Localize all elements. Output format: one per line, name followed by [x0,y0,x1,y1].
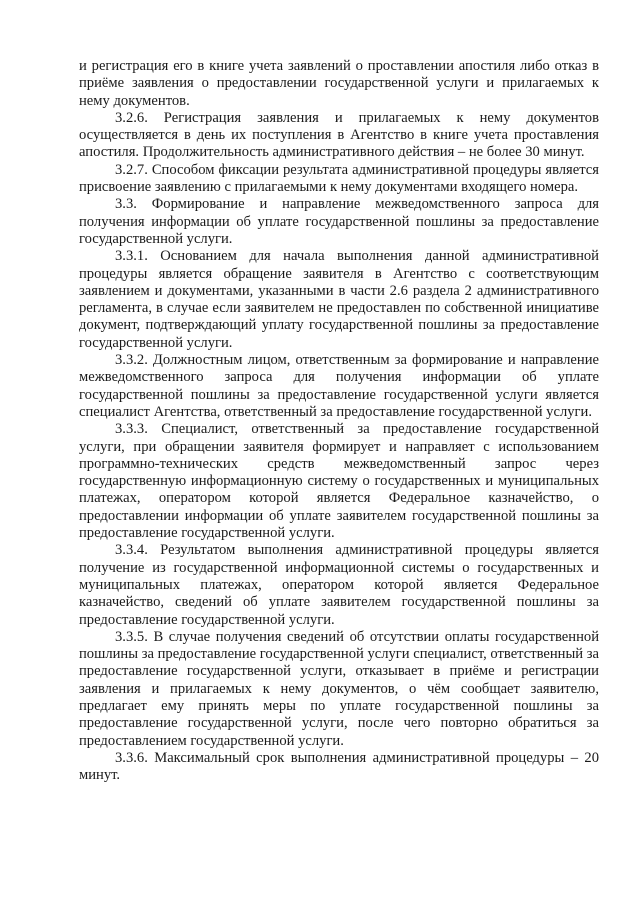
document-page [79,58,599,784]
paragraph-3-2-6: 3.2.6. Регистрация заявления и прилагаемых к нему документов осуществляется в день их поступления в Агентство в книге учета проставления апостиля. Продолжительность административного действия – не более 30 минут. [79,109,599,161]
paragraph-3-3: 3.3. Формирование и направление межведомственного запроса для получения информации об уплате государственной пошлины за предоставление государственной услуги. [79,196,599,247]
paragraph-continuation: и регистрация его в книге учета заявлений о проставлении апостиля либо отказ в приёме заявления о предоставлении государственной услуги и прилагаемых к нему документов. [79,58,599,109]
paragraph-3-3-2: 3.3.2. Должностным лицом, ответственным за формирование и направление межведомственного запроса для получения информации об уплате государственной пошлины за предоставление государственной услуги является специалист Агентства, ответственный за предоставление государственной услуги. [79,352,599,420]
paragraph-3-3-3: 3.3.3. Специалист, ответственный за предоставление государственной услуги, при обращении заявителя формирует и направляет с использованием программно-технических средств межведомственный запрос через государственную информационную систему о государственных и муниципальных платежах, оператором которой является Федеральное казначейство, о предоставлении информации об уплате заявителем государственной пошлины за предоставление государственной услуги. [79,421,599,542]
paragraph-3-3-5: 3.3.5. В случае получения сведений об отсутствии оплаты государственной пошлины за предоставление государственной услуги специалист, ответственный за предоставление государственной услуги, отказывает в приёме и регистрации заявления и прилагаемых к нему документов, о чём сообщает заявителю, предлагает ему принять меры по уплате государственной пошлины за предоставление государственной услуги, после чего повторно обратиться за предоставлением государственной услуги. [79,628,599,749]
paragraph-3-3-4: 3.3.4. Результатом выполнения административной процедуры является получение из государственной информационной системы о государственных и муниципальных платежах, оператором которой является Федеральное казначейство, сведений об уплате заявителем государственной пошлины за предоставление государственной услуги. [79,542,599,628]
paragraph-3-3-6: 3.3.6. Максимальный срок выполнения административной процедуры – 20 минут. [79,749,599,784]
paragraph-3-2-7: 3.2.7. Способом фиксации результата административной процедуры является присвоение заявлению с прилагаемыми к нему документами входящего номера. [79,161,599,196]
paragraph-3-3-1: 3.3.1. Основанием для начала выполнения данной административной процедуры является обращение заявителя в Агентство с соответствующим заявлением и документами, указанными в части 2.6 раздела 2 административного регламента, в случае если заявителем не предоставлен по собственной инициативе документ, подтверждающий уплату государственной пошлины за предоставление государственной услуги. [79,248,599,351]
